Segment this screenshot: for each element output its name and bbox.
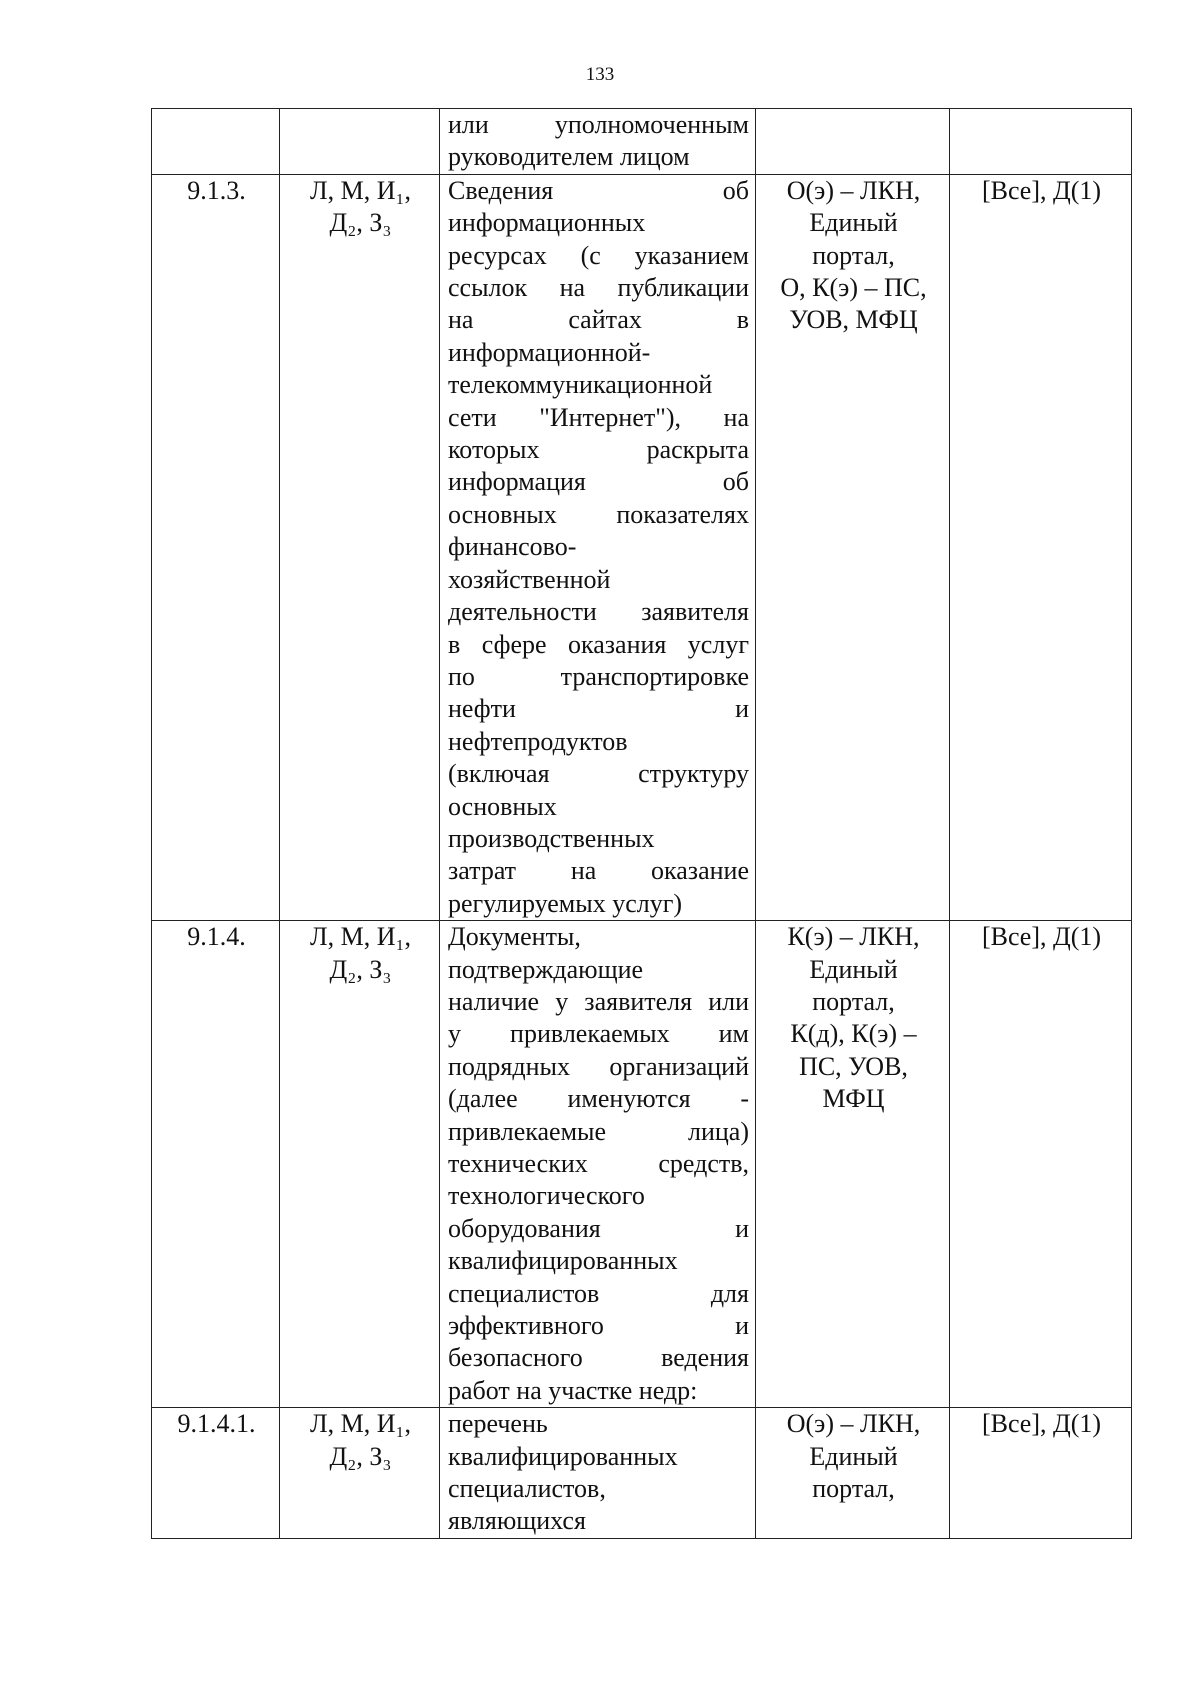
description-line: телекоммуникационной: [448, 370, 713, 400]
description-line: оборудования и: [448, 1213, 749, 1243]
submission-form-line: К(э) – ЛКН,: [787, 922, 920, 952]
description-line: руководителем лицом: [448, 142, 690, 172]
applicability-value: [Все], Д(1): [981, 175, 1102, 205]
description-line: информационных: [448, 208, 646, 238]
applicant-category-line: Д₂, З₃: [329, 1441, 392, 1471]
description-line: специалистов,: [448, 1474, 606, 1504]
item-number-cell: [152, 109, 280, 175]
description-line: основных показателях: [448, 499, 749, 529]
description-line: (далее именуются -: [448, 1084, 749, 1114]
description-line: безопасного ведения: [448, 1343, 749, 1373]
description-line: на сайтах в: [448, 305, 749, 335]
description-line: ссылок на публикации: [448, 273, 749, 303]
description-line: которых раскрыта: [448, 435, 749, 465]
description-line: или уполномоченным: [448, 110, 749, 139]
applicant-category-line: Д₂, З₃: [329, 208, 392, 238]
submission-form-line: О(э) – ЛКН,: [786, 1409, 921, 1439]
description-line: эффективного и: [448, 1311, 749, 1341]
description-line: перечень: [448, 1409, 548, 1439]
applicability-value: [Все], Д(1): [981, 922, 1102, 952]
applicability-value: [Все], Д(1): [981, 1409, 1102, 1439]
submission-form-cell: [756, 109, 950, 175]
applicant-category-line: Л, М, И₁,: [309, 1409, 412, 1439]
submission-form-line: УОВ, МФЦ: [789, 305, 918, 335]
item-number-cell: [152, 921, 280, 1408]
table-row: [152, 1408, 1132, 1539]
description-line: финансово-: [448, 532, 577, 562]
submission-form-cell: [756, 1408, 950, 1539]
applicant-category-cell: [280, 1408, 440, 1539]
description-line: (включая структуру: [448, 759, 749, 789]
description-line: деятельности заявителя: [448, 597, 749, 627]
submission-form-line: Единый: [809, 208, 898, 238]
submission-form-line: Единый: [809, 954, 898, 984]
document-description-cell: [440, 109, 756, 175]
applicant-category-cell: [280, 174, 440, 920]
description-line: затрат на оказание: [448, 856, 749, 886]
table-row: [152, 174, 1132, 920]
description-line: в сфере оказания услуг: [448, 629, 749, 659]
submission-form-line: К(д), К(э) –: [790, 1019, 917, 1049]
page-number: 133: [585, 64, 615, 85]
applicant-category-line: Д₂, З₃: [329, 954, 392, 984]
description-line: по транспортировке: [448, 661, 749, 691]
item-number: 9.1.3.: [187, 175, 246, 205]
description-line: Сведения об: [448, 175, 749, 205]
applicant-category-line: Л, М, И₁,: [309, 175, 412, 205]
submission-form-line: портал,: [812, 240, 895, 270]
description-line: информационной-: [448, 337, 651, 367]
submission-form-line: О(э) – ЛКН,: [786, 175, 921, 205]
description-line: информация об: [448, 467, 749, 497]
applicant-category-line: Л, М, И₁,: [309, 922, 412, 952]
description-line: нефтепродуктов: [448, 726, 628, 756]
submission-form-cell: [756, 174, 950, 920]
applicant-category-cell: [280, 109, 440, 175]
applicability-cell: [950, 109, 1132, 175]
document-description-cell: [440, 921, 756, 1408]
description-line: наличие у заявителя или: [448, 986, 749, 1016]
applicant-category-cell: [280, 921, 440, 1408]
item-number-cell: [152, 174, 280, 920]
submission-form-line: Единый: [809, 1441, 898, 1471]
requirements-table: [151, 108, 1132, 1539]
description-line: технических средств,: [448, 1149, 749, 1178]
submission-form-line: ПС, УОВ,: [799, 1051, 908, 1081]
description-line: подрядных организаций: [448, 1051, 749, 1081]
description-line: у привлекаемых им: [448, 1019, 749, 1049]
table-row: [152, 109, 1132, 175]
description-line: работ на участке недр:: [448, 1375, 698, 1405]
description-line: подтверждающие: [448, 954, 644, 984]
description-line: квалифицированных: [448, 1246, 678, 1276]
description-line: сети "Интернет"), на: [448, 402, 749, 432]
description-line: регулируемых услуг): [448, 888, 683, 918]
submission-form-line: О, К(э) – ПС,: [780, 273, 927, 303]
item-number-cell: [152, 1408, 280, 1539]
description-line: квалифицированных: [448, 1441, 678, 1471]
applicability-cell: [950, 174, 1132, 920]
document-description-cell: [440, 174, 756, 920]
submission-form-line: МФЦ: [822, 1084, 885, 1114]
description-line: Документы,: [448, 922, 581, 952]
description-line: ресурсах (с указанием: [448, 240, 749, 270]
description-line: нефти и: [448, 694, 749, 724]
description-line: производственных: [448, 823, 655, 853]
item-number: 9.1.4.: [187, 922, 246, 952]
description-line: специалистов для: [448, 1278, 749, 1308]
applicability-cell: [950, 1408, 1132, 1539]
table-row: [152, 921, 1132, 1408]
description-line: хозяйственной: [448, 564, 611, 594]
item-number: 9.1.4.1.: [177, 1409, 256, 1439]
submission-form-line: портал,: [812, 1474, 895, 1504]
description-line: являющихся: [448, 1506, 586, 1536]
document-description-cell: [440, 1408, 756, 1539]
applicability-cell: [950, 921, 1132, 1408]
submission-form-cell: [756, 921, 950, 1408]
description-line: технологического: [448, 1181, 645, 1211]
submission-form-line: портал,: [812, 986, 895, 1016]
description-line: основных: [448, 791, 557, 821]
description-line: привлекаемые лица): [448, 1116, 749, 1146]
table-body: [152, 109, 1132, 1539]
